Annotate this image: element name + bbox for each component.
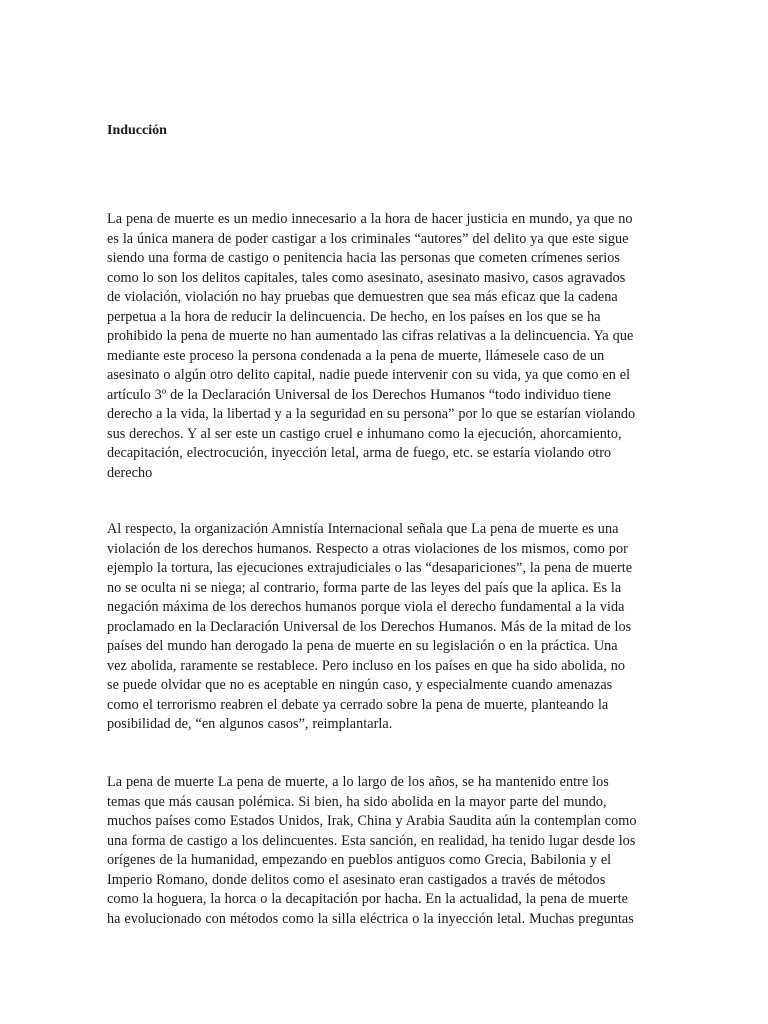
- paragraph-line: una forma de castigo a los delincuentes. Esta sanción, en realidad, ha tenido lugar desde los: [107, 832, 636, 849]
- paragraph-line: se puede olvidar que no es aceptable en ningún caso, y especialmente cuando amenazas: [107, 677, 613, 693]
- paragraph-line: derecho a la vida, la libertad y a la seguridad en su persona” por lo que se estarían violando: [107, 406, 636, 422]
- paragraph-line: como lo son los delitos capitales, tales como asesinato, asesinato masivo, casos agravados: [107, 269, 626, 286]
- paragraph-2: [107, 520, 663, 735]
- paragraph-line: siendo una forma de castigo o penitencia hacia las personas que cometen crímenes serios: [107, 250, 620, 266]
- paragraph-line: perpetua a la hora de reducir la delincuencia. De hecho, en los países en los que se ha: [107, 308, 601, 325]
- paragraph-line: como el terrorismo reabren el debate ya cerrado sobre la pena de muerte, planteando la: [107, 696, 609, 713]
- paragraph-line: vez abolida, raramente se restablece. Pero incluso en los países en que ha sido abolida, no: [107, 657, 626, 674]
- paragraph-line: proclamado en la Declaración Universal de los Derechos Humanos. Más de la mitad de los: [107, 618, 632, 635]
- paragraph-line: orígenes de la humanidad, empezando en pueblos antiguos como Grecia, Babilonia y el: [107, 852, 612, 868]
- paragraph-line: asesinato o algún otro delito capital, nadie puede intervenir con su vida, ya que como en el: [107, 367, 631, 383]
- paragraph-line: temas que más causan polémica. Si bien, ha sido abolida en la mayor parte del mundo,: [107, 793, 607, 810]
- paragraph-line: La pena de muerte es un medio innecesario a la hora de hacer justicia en mundo, ya que no: [107, 211, 633, 227]
- paragraph-line: Al respecto, la organización Amnistía Internacional señala que La pena de muerte es una: [107, 521, 619, 537]
- paragraph-line: de violación, violación no hay pruebas que demuestren que sea más eficaz que la cadena: [107, 289, 618, 305]
- paragraph-line: Imperio Romano, donde delitos como el asesinato eran castigados a través de métodos: [107, 871, 606, 888]
- paragraph-line: posibilidad de, “en algunos casos”, reimplantarla.: [107, 716, 393, 732]
- paragraph-line: prohibido la pena de muerte no han aumentado las cifras relativas a la delincuencia. Ya que: [107, 328, 634, 344]
- paragraph-line: negación máxima de los derechos humanos porque viola el derecho fundamental a la vida: [107, 599, 625, 615]
- paragraph-line: violación de los derechos humanos. Respecto a otras violaciones de los mismos, como por: [107, 540, 628, 557]
- document-heading: Inducción: [107, 123, 167, 138]
- paragraph-line: países del mundo han derogado la pena de muerte en su legislación o en la práctica. Una: [107, 638, 618, 654]
- paragraph-line: La pena de muerte La pena de muerte, a lo largo de los años, se ha mantenido entre los: [107, 774, 609, 790]
- paragraph-line: muchos países como Estados Unidos, Irak, China y Arabia Saudita aún la contemplan como: [107, 813, 637, 829]
- paragraph-3: [107, 773, 663, 929]
- paragraph-line: como la hoguera, la horca o la decapitación por hacha. En la actualidad, la pena de muerte: [107, 891, 628, 907]
- paragraph-line: es la única manera de poder castigar a los criminales “autores” del delito ya que este sigue: [107, 230, 629, 247]
- paragraph-1: [107, 210, 663, 483]
- paragraph-line: decapitación, electrocución, inyección letal, arma de fuego, etc. se estaría violando otro: [107, 445, 612, 461]
- paragraph-line: derecho: [107, 464, 153, 481]
- paragraph-line: no se oculta ni se niega; al contrario, forma parte de las leyes del país que la aplica. Es la: [107, 579, 622, 596]
- paragraph-line: mediante este proceso la persona condenada a la pena de muerte, llámesele caso de un: [107, 347, 605, 364]
- paragraph-line: ha evolucionado con métodos como la silla eléctrica o la inyección letal. Muchas preguntas: [107, 910, 634, 927]
- paragraph-line: ejemplo la tortura, las ejecuciones extrajudiciales o las “desapariciones”, la pena de muerte: [107, 560, 633, 576]
- paragraph-line: sus derechos. Y al ser este un castigo cruel e inhumano como la ejecución, ahorcamiento,: [107, 425, 622, 442]
- paragraph-line: artículo 3º de la Declaración Universal de los Derechos Humanos “todo individuo tiene: [107, 386, 611, 403]
